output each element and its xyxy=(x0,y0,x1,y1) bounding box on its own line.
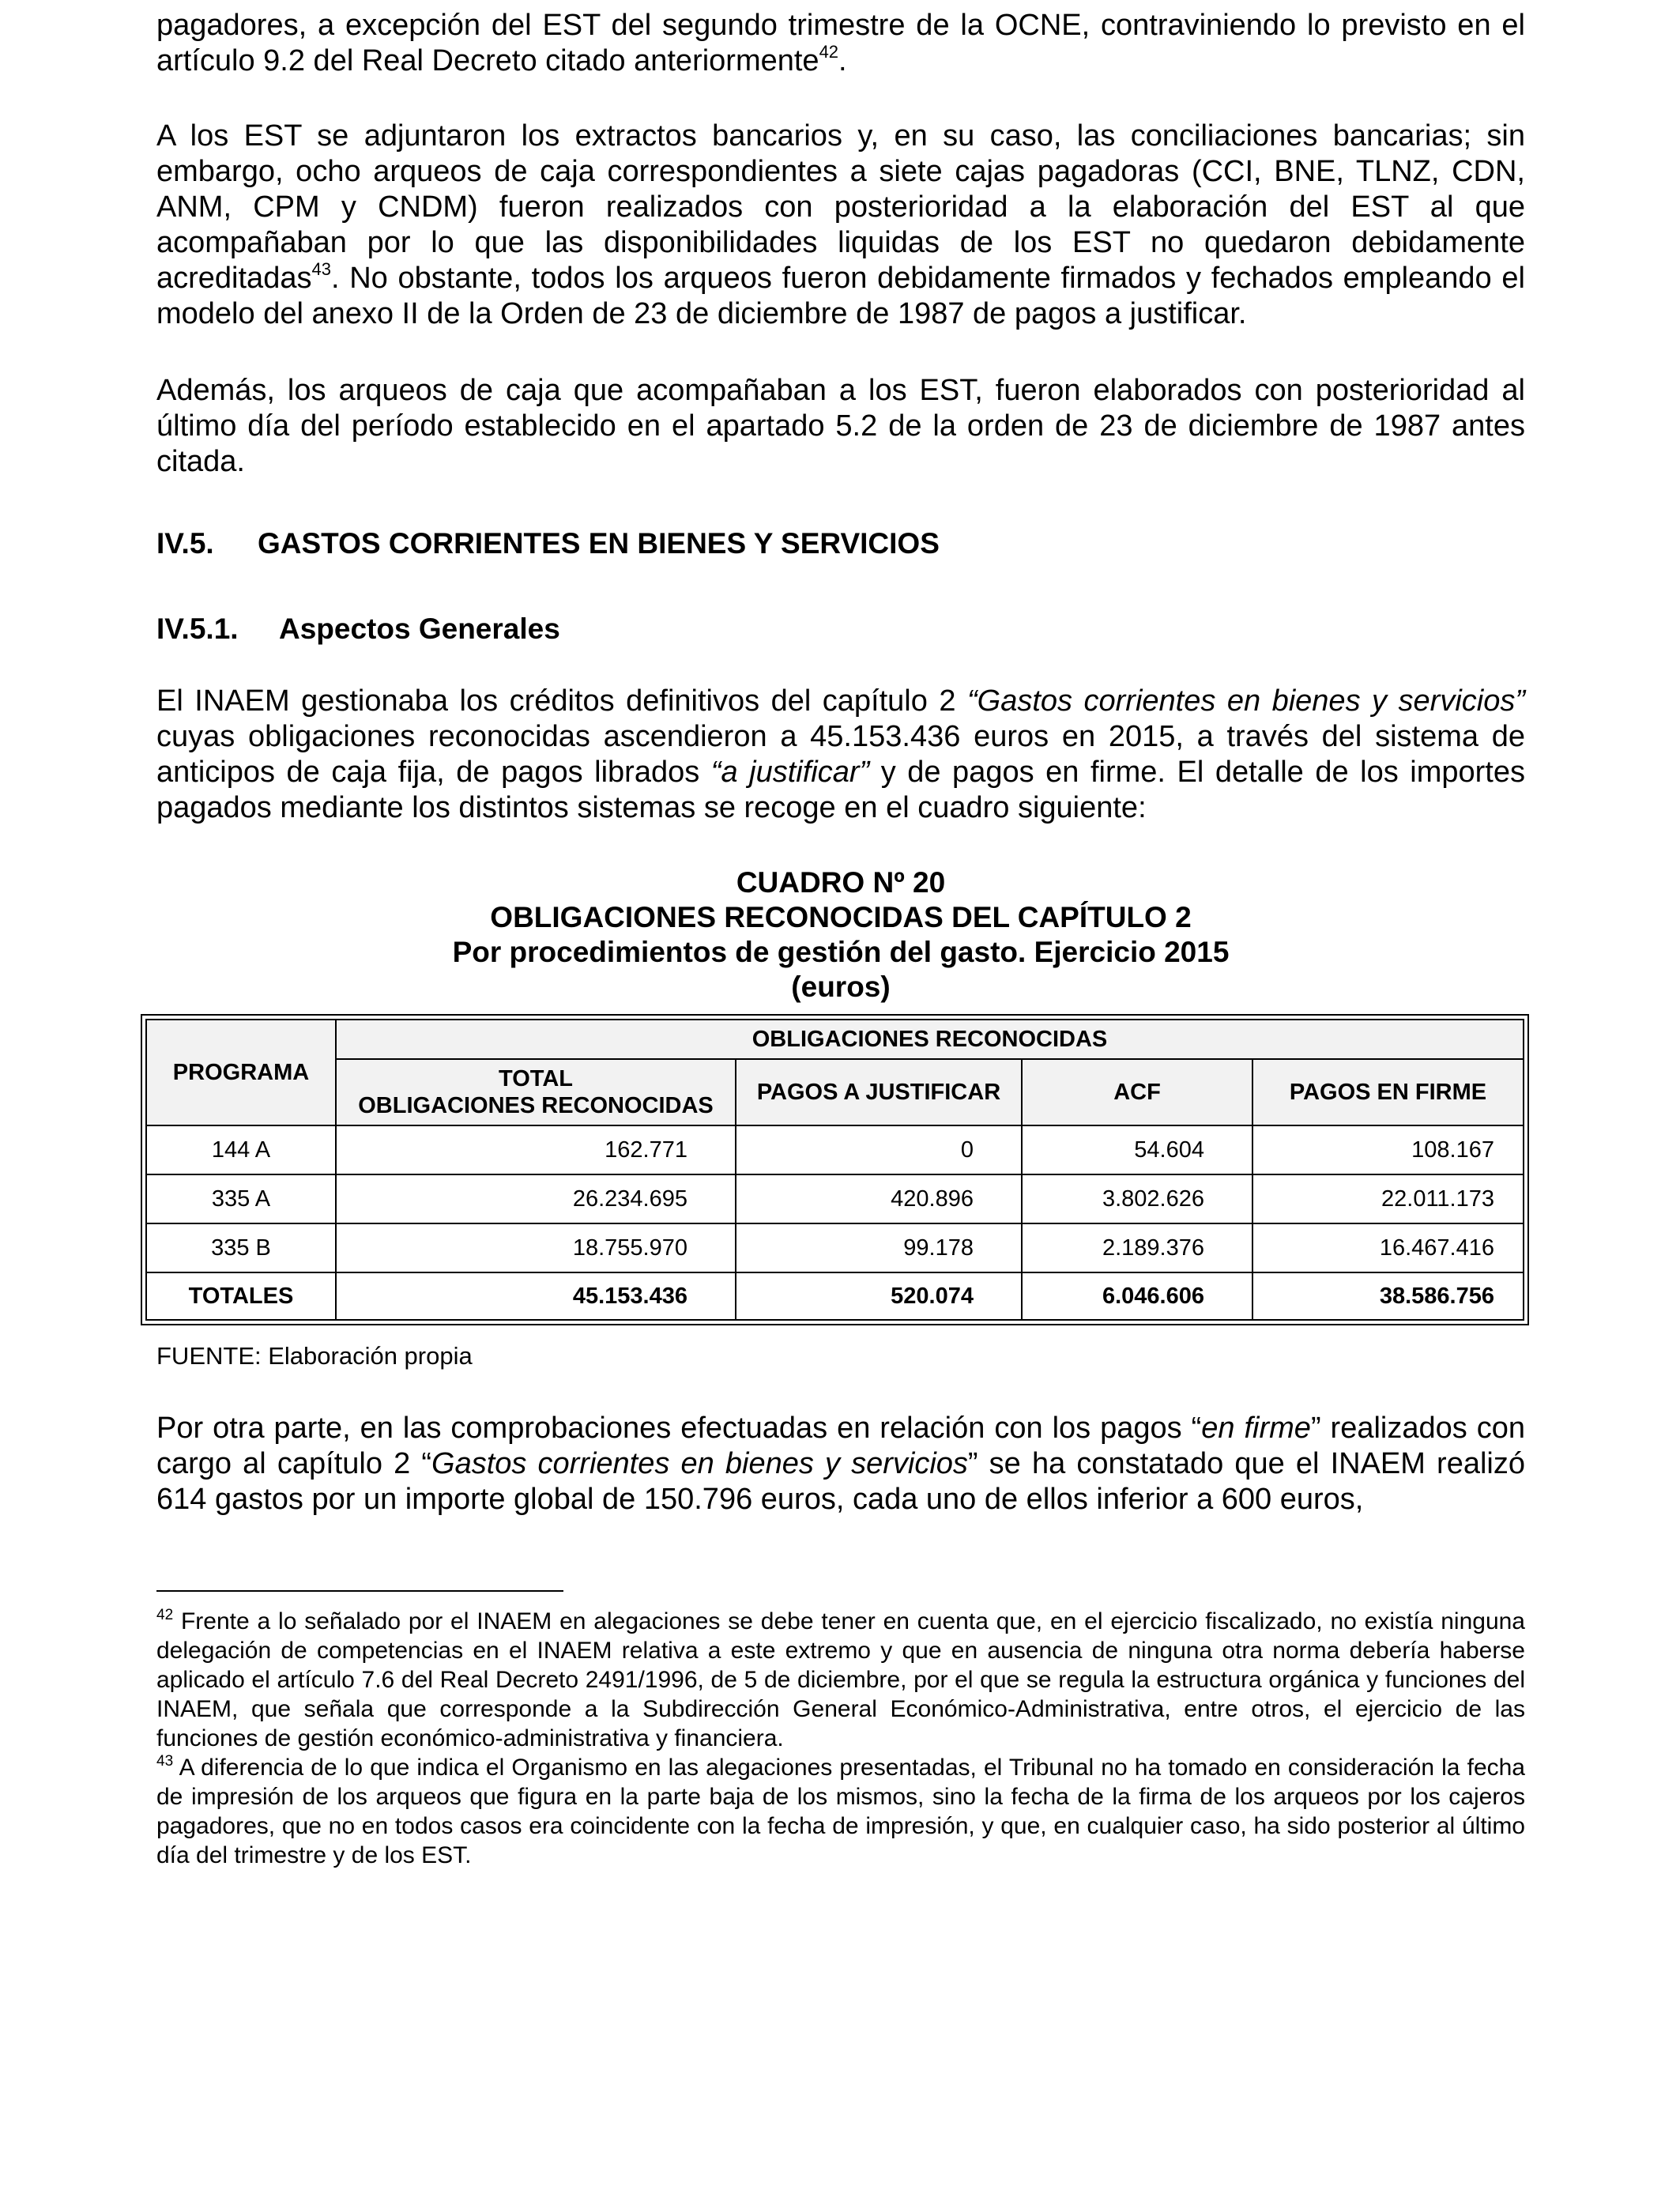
header-total-line2: OBLIGACIONES RECONOCIDAS xyxy=(358,1093,714,1118)
paragraph-5-part: ” se ha constatado que el INAEM realizó 614 gastos por un importe global de 150.796 euros, cada uno de ellos inferior a 600 euros, xyxy=(156,1447,1525,1516)
section-heading xyxy=(156,526,1525,561)
table-caption-units: (euros) xyxy=(791,971,891,1003)
cell-firme: 22.011.173 xyxy=(1252,1174,1524,1223)
cell-acf: 3.802.626 xyxy=(1022,1174,1252,1223)
cell-programa: 335 B xyxy=(146,1223,336,1272)
paragraph-1-end: . xyxy=(838,44,847,77)
header-total-line1: TOTAL xyxy=(499,1066,573,1091)
header-programa: PROGRAMA xyxy=(146,1020,336,1125)
italic-quote: Gastos corrientes en bienes y servicios xyxy=(431,1447,968,1480)
footnote-ref-43[interactable]: 43 xyxy=(311,259,331,279)
cell-totales-label: TOTALES xyxy=(146,1272,336,1320)
footnote-ref-42[interactable]: 42 xyxy=(819,42,839,62)
footnote-43 xyxy=(156,1753,1525,1870)
table-subheader-row xyxy=(146,1059,1524,1125)
cell-firme-sum: 38.586.756 xyxy=(1252,1272,1524,1320)
subsection-title: Aspectos Generales xyxy=(279,613,560,645)
header-total xyxy=(336,1059,736,1125)
table-frame xyxy=(141,1014,1529,1325)
paragraph-5-part: Por otra parte, en las comprobaciones efectuadas en relación con los pagos “ xyxy=(156,1412,1202,1445)
italic-quote: “Gastos corrientes en bienes y servicios” xyxy=(966,684,1525,718)
footnote-42 xyxy=(156,1607,1525,1753)
table-caption-number: CUADRO Nº 20 xyxy=(736,866,946,899)
paragraph-3: Además, los arqueos de caja que acompañaban a los EST, fueron elaborados con posterioridad al último día del período establecido en el apartado 5.2 de la orden de 23 de diciembre de 1987 antes citada. xyxy=(156,374,1525,478)
paragraph-1-text: pagadores, a excepción del EST del segundo trimestre de la OCNE, contraviniendo lo previsto en el artículo 9.2 del Real Decreto citado anteriormente xyxy=(156,9,1525,77)
footnote-number: 43 xyxy=(156,1753,174,1770)
cell-acf-sum: 6.046.606 xyxy=(1022,1272,1252,1320)
footnote-text: Frente a lo señalado por el INAEM en alegaciones se debe tener en cuenta que, en el ejercicio fiscalizado, no existía ninguna delegación de competencias en el INAEM relativa a este extremo y que en ausencia de ninguna otra norma debería haberse aplicado el artículo 7.6 del Real Decreto 2491/1996, de 5 de diciembre, por el que se regula la estructura orgánica y funciones del INAEM, que señala que corresponde a la Subdirección General Económico-Administrativa, entre otros, el ejercicio de las funciones de gestión económico-administrativa y financiera. xyxy=(156,1608,1525,1751)
paragraph-2-end: . No obstante, todos los arqueos fueron debidamente firmados y fechados empleando el modelo del anexo II de la Orden de 23 de diciembre de 1987 de pagos a justificar. xyxy=(156,262,1525,330)
cell-total: 26.234.695 xyxy=(336,1174,736,1223)
header-group-obligaciones: OBLIGACIONES RECONOCIDAS xyxy=(336,1020,1524,1059)
cell-justificar: 0 xyxy=(736,1125,1022,1174)
header-acf: ACF xyxy=(1022,1059,1252,1125)
header-pagos-firme: PAGOS EN FIRME xyxy=(1252,1059,1524,1125)
cell-justificar-sum: 520.074 xyxy=(736,1272,1022,1320)
italic-quote: en firme xyxy=(1201,1412,1311,1445)
table-caption-subtitle: Por procedimientos de gestión del gasto. Ejercicio 2015 xyxy=(452,936,1230,968)
header-pagos-justificar: PAGOS A JUSTIFICAR xyxy=(736,1059,1022,1125)
section-title: GASTOS CORRIENTES EN BIENES Y SERVICIOS xyxy=(258,527,940,560)
table-row xyxy=(146,1125,1524,1174)
cell-total: 162.771 xyxy=(336,1125,736,1174)
cell-firme: 16.467.416 xyxy=(1252,1223,1524,1272)
paragraph-4-part: y de pagos en firme. El detalle de los importes pagados mediante los distintos sistemas se recoge en el cuadro siguiente: xyxy=(156,756,1526,824)
cell-total: 18.755.970 xyxy=(336,1223,736,1272)
cell-acf: 2.189.376 xyxy=(1022,1223,1252,1272)
cell-firme: 108.167 xyxy=(1252,1125,1524,1174)
paragraph-2 xyxy=(156,119,1525,332)
italic-quote: “a justificar” xyxy=(710,756,870,789)
paragraph-5-part: ” realizados con cargo al capítulo 2 “ xyxy=(156,1412,1525,1480)
table-row xyxy=(146,1174,1524,1223)
table-source: FUENTE: Elaboración propia xyxy=(156,1342,473,1370)
table-totals-row xyxy=(146,1272,1524,1320)
cell-total-sum: 45.153.436 xyxy=(336,1272,736,1320)
cell-justificar: 420.896 xyxy=(736,1174,1022,1223)
footnote-text: A diferencia de lo que indica el Organismo en las alegaciones presentadas, el Tribunal no ha tomado en consideración la fecha de impresión de los arqueos que figura en la parte baja de los mismos, sino la fecha de la firma de los arqueos por los cajeros pagadores, que no en todos casos era coincidente con la fecha de impresión, y que, en cualquier caso, ha sido posterior al último día del trimestre y de los EST. xyxy=(156,1755,1525,1868)
paragraph-2-text: A los EST se adjuntaron los extractos bancarios y, en su caso, las conciliaciones bancarias; sin embargo, ocho arqueos de caja correspondientes a siete cajas pagadoras (CCI, BNE, TLNZ, CDN, ANM, CPM y CNDM) fueron realizados con posterioridad a la elaboración del EST al que acompañaban por lo que las disponibilidades liquidas de los EST no quedaron debidamente acreditadas xyxy=(156,119,1525,295)
table-caption-title: OBLIGACIONES RECONOCIDAS DEL CAPÍTULO 2 xyxy=(490,901,1192,933)
paragraph-4-part: El INAEM gestionaba los créditos definitivos del capítulo 2 xyxy=(156,684,967,718)
obligaciones-table xyxy=(145,1019,1524,1321)
cell-justificar: 99.178 xyxy=(736,1223,1022,1272)
cell-programa: 144 A xyxy=(146,1125,336,1174)
paragraph-4-part: cuyas obligaciones reconocidas ascendieron a 45.153.436 euros en 2015, a través del sistema de anticipos de caja fija, de pagos librados xyxy=(156,720,1525,789)
subsection-heading xyxy=(156,611,1525,647)
paragraph-4 xyxy=(156,684,1525,826)
cell-programa: 335 A xyxy=(146,1174,336,1223)
table-header-row xyxy=(146,1020,1524,1059)
table-row xyxy=(146,1223,1524,1272)
section-number: IV.5. xyxy=(156,527,214,560)
footnote-separator xyxy=(156,1590,563,1592)
cell-acf: 54.604 xyxy=(1022,1125,1252,1174)
paragraph-5 xyxy=(156,1411,1525,1517)
subsection-number: IV.5.1. xyxy=(156,613,239,645)
footnote-number: 42 xyxy=(156,1607,174,1623)
paragraph-1 xyxy=(156,8,1525,79)
table-caption xyxy=(156,865,1525,1005)
